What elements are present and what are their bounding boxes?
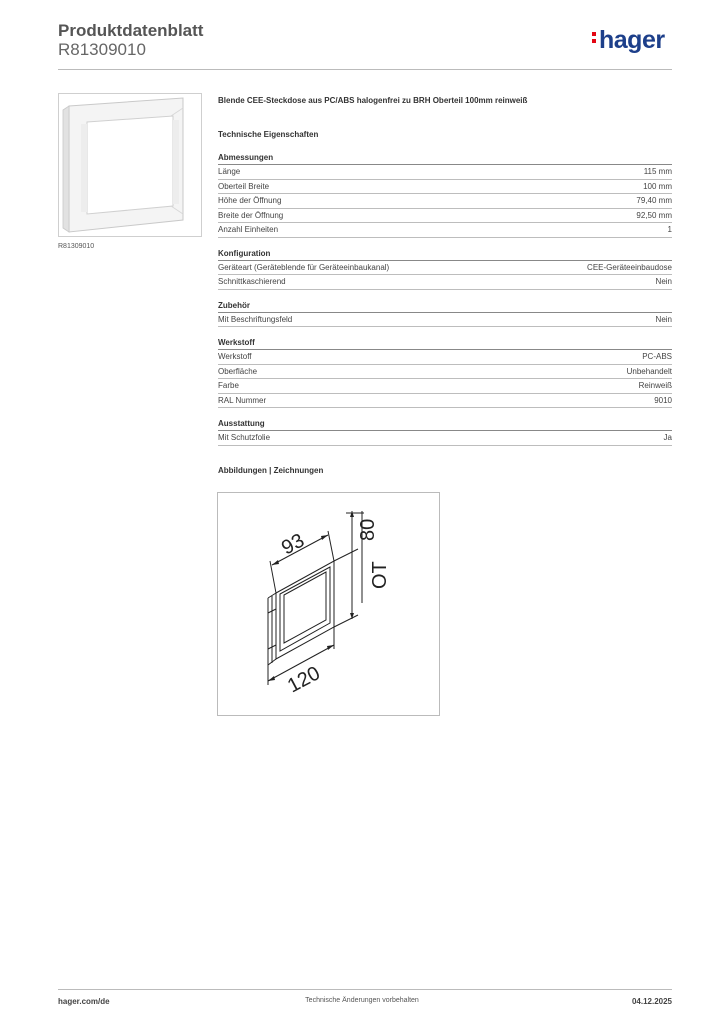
product-frame-image xyxy=(58,93,202,237)
section-abmessungen xyxy=(218,152,672,238)
tech-heading: Technische Eigenschaften xyxy=(218,130,319,139)
footer-website-link[interactable]: hager.com/de xyxy=(58,997,110,1006)
table-row: Breite der Öffnung 92,50 mm xyxy=(218,209,672,224)
dim-width-label: 93 xyxy=(278,529,308,560)
section-title: Ausstattung xyxy=(218,418,672,431)
section-title: Werkstoff xyxy=(218,337,672,350)
product-description: Blende CEE-Steckdose aus PC/ABS halogenfrei zu BRH Oberteil 100mm reinweiß xyxy=(218,96,528,105)
product-code: R81309010 xyxy=(58,40,146,59)
spec-content xyxy=(218,96,672,478)
table-row: Oberfläche Unbehandelt xyxy=(218,365,672,380)
dim-length-label: 120 xyxy=(284,662,324,698)
hager-logo[interactable] xyxy=(592,26,665,55)
section-ausstattung xyxy=(218,418,672,446)
image-caption: R81309010 xyxy=(58,243,95,250)
logo-text: hager xyxy=(599,26,665,54)
table-row: Oberteil Breite 100 mm xyxy=(218,180,672,195)
table-row: Geräteart (Geräteblende für Geräteeinbaukanal) CEE-Geräteeinbaudose xyxy=(218,261,672,276)
table-row: RAL Nummer 9010 xyxy=(218,394,672,409)
figures-heading: Abbildungen | Zeichnungen xyxy=(218,465,324,475)
technical-drawing xyxy=(217,492,440,716)
dim-ot-label: OT xyxy=(369,561,391,589)
header-divider xyxy=(58,69,672,70)
table-row: Mit Schutzfolie Ja xyxy=(218,431,672,446)
table-row: Höhe der Öffnung 79,40 mm xyxy=(218,194,672,209)
section-title: Zubehör xyxy=(218,300,672,313)
footer-disclaimer: Technische Änderungen vorbehalten xyxy=(305,997,419,1004)
section-konfiguration xyxy=(218,248,672,290)
table-row: Farbe Reinweiß xyxy=(218,379,672,394)
dim-height-label: 80 xyxy=(357,518,379,541)
table-row: Schnittkaschierend Nein xyxy=(218,275,672,290)
section-werkstoff xyxy=(218,337,672,408)
table-row: Mit Beschriftungsfeld Nein xyxy=(218,313,672,328)
section-title: Abmessungen xyxy=(218,152,672,165)
table-row: Anzahl Einheiten 1 xyxy=(218,223,672,238)
footer-divider xyxy=(58,989,672,990)
section-zubehoer xyxy=(218,300,672,328)
page-title: Produktdatenblatt xyxy=(58,21,204,40)
section-title: Konfiguration xyxy=(218,248,672,261)
table-row: Länge 115 mm xyxy=(218,165,672,180)
footer-date: 04.12.2025 xyxy=(631,997,672,1006)
logo-dots-icon xyxy=(592,29,597,46)
table-row: Werkstoff PC-ABS xyxy=(218,350,672,365)
